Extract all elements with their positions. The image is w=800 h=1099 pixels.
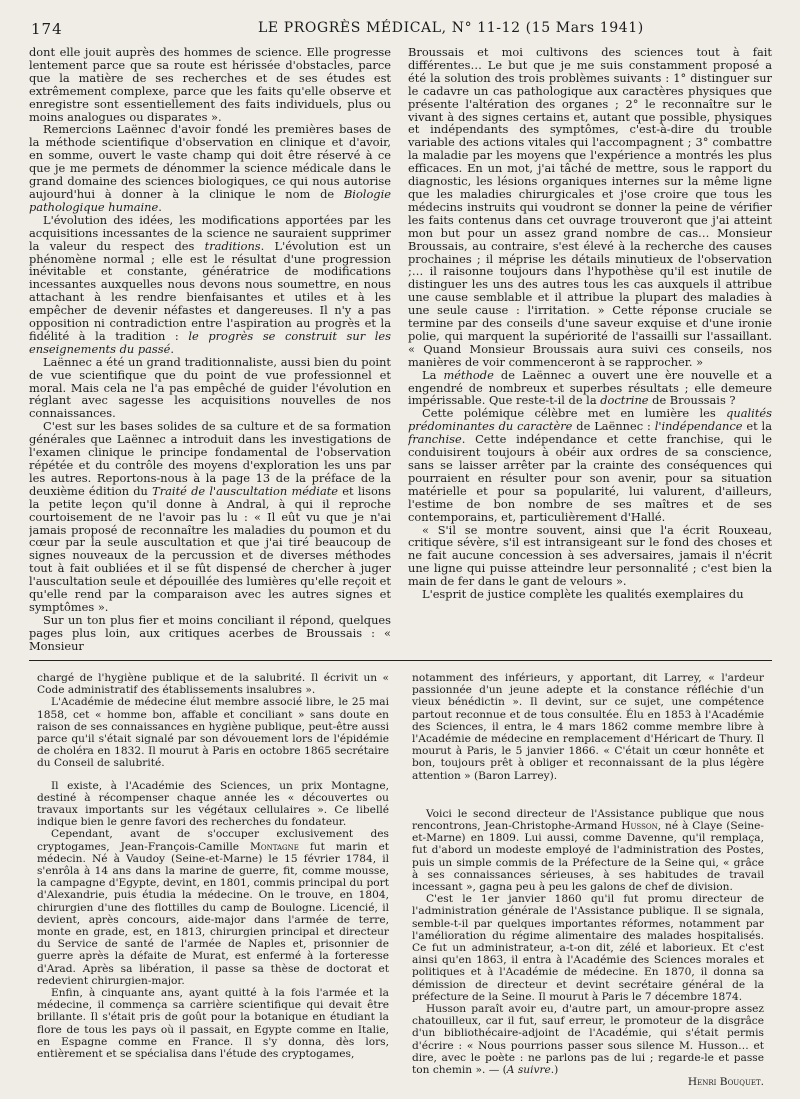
paragraph: Broussais et moi cultivons des sciences tout à fait différentes… Le but que je me suis constamment proposé a été la solution des trois problèmes suivants : 1° distinguer sur le cadavre un cas pathologique aux caractères physiques que présente l'altération des organes ; 2° le reconnaître sur le vivant à des signes certains et, autant que possible, physiques et indépendants des symptômes, c'est-à-dire du trouble variable des actions vitales qui l'accompagnent ; 3° combattre la maladie par les moyens que l'expérience a montrés les plus efficaces. En un mot, j'ai tâché de mettre, sous le rapport du diagnostic, les lésions organiques internes sur la même ligne que les maladies chirurgicales et j'ose croire que tous les médecins instruits qui voudront se donner la peine de vérifier les faits contenus dans cet ouvrage trouveront que j'ai atteint mon but pour un assez grand nombre de cas… Monsieur Broussais, au contraire, s'est élevé à la recherche des causes prochaines ; il méprise les détails minutieux de l'observation ;… il raisonne toujours dans l'hypothèse qu'il est inutile de distinguer les uns des autres tous les cas auxquels il attribue une cause semblable et il attribue la plupart des maladies à une seule cause : l'irritation. » Cette réponse cruciale se termine par des conseils d'une saveur exquise et d'une ironie polie, qui marquent la supériorité de l'assailli sur l'assaillant. « Quand Monsieur Broussais aura suivi ces conseils, nos manières de voir commenceront à se rapprocher. » — [408, 46, 772, 369]
paragraph: Cette polémique célèbre met en lumière les qualités prédominantes du caractère de Laënnec : l'indépendance et la franchise. Cette indépendance et cette franchise, qui le conduisirent toujours à obéir aux ordres de sa conscience, sans se laisser arrêter par la crainte des conséquences qui pourraient en résulter pour son avenir, pour sa situation matérielle et pour sa popularité, lui valurent, d'ailleurs, l'estime de bon nombre de ses maîtres et de ses contemporains, et, particulièrement d'Hallé. — [408, 406, 772, 524]
paragraph: chargé de l'hygiène publique et de la salubrité. Il écrivit un « Code administratif des établissements insalubres ». — [37, 672, 389, 697]
paragraph: Laënnec a été un grand traditionnaliste, aussi bien du point de vue scientifique que du point de vue professionnel et moral. Mais cela ne l'a pas empêché de guider l'évolution en réglant avec sagesse les acquisitions nouvelles de nos connaissances. — [29, 354, 391, 421]
paragraph: La méthode de Laënnec a ouvert une ère nouvelle et a engendré de nombreux et superbes résultats ; elle demeure impérissable. Que reste-t-il de la doctrine de Broussais ? — [408, 367, 772, 408]
paragraph: Il existe, à l'Académie des Sciences, un prix Montagne, destiné à récompenser chaque année les « découvertes ou travaux importants sur les végétaux cellulaires ». Ce libellé indique bien le genre favori des recherches du fondateur. — [37, 779, 389, 829]
section-divider — [29, 660, 772, 661]
paragraph: « S'il se montre souvent, ainsi que l'a écrit Rouxeau, critique sévère, s'il est intransigeant sur le fond des choses et ne fait aucune concession à ses adversaires, jamais il n'écrit une ligne qui puisse atteindre leur personnalité ; c'est bien la main de fer dans le gant de velours ». — [408, 522, 772, 589]
article-column-left — [29, 46, 391, 654]
paragraph: Enfin, à cinquante ans, ayant quitté à la fois l'armée et la médecine, il commença sa carrière scientifique qui devait être brillante. Il s'était pris de goût pour la botanique en étudiant la flore de tous les pays où il passait, en Egypte comme en Italie, en Espagne comme en France. Il s'y donna, dès lors, entièrement et se spécialisa dans l'étude des cryptogames, — [37, 987, 389, 1061]
paragraph: Cependant, avant de s'occuper exclusivement des cryptogames, Jean-François-Camille Montagne fut marin et médecin. Né à Vaudoy (Seine-et-Marne) le 15 février 1784, il s'enrôla à 14 ans dans la marine de guerre, fit, comme mousse, la campagne d'Egypte, devint, en 1801, commis principal du port d'Alexandrie, puis étudia la médecine. On le trouve, en 1804, chirurgien d'une des flottilles du camp de Boulogne. Licencié, il devient, après concours, aide-major dans l'armée de terre, monte en grade, est, en 1813, chirurgien principal et directeur du Service de santé de l'armée de Naples et, prisonnier de guerre après la défaite de Murat, est enfermé à la forteresse d'Arad. Après sa libération, il passe sa thèse de doctorat et redevient chirurgien-major. — [37, 828, 389, 987]
paragraph: Sur un ton plus fier et moins conciliant il répond, quelques pages plus loin, aux critiques acerbes de Broussais : « Monsieur — [29, 612, 391, 653]
spacer — [412, 782, 764, 808]
paragraph: Remercions Laënnec d'avoir fondé les premières bases de la méthode scientifique d'observation en clinique et d'avoir, en somme, ouvert le vaste champ qui doit être réservé à ce que je me permets de dénommer la science médicale dans le grand domaine des sciences biologiques, ce qui nous autorise aujourd'hui à donner à la clinique le nom de Biologie pathologique humaine. — [29, 122, 391, 214]
paragraph: L'esprit de justice complète les qualités exemplaires du — [422, 587, 744, 602]
paragraph: Husson paraît avoir eu, d'autre part, un amour-propre assez chatouilleux, car il fut, sauf erreur, le promoteur de la disgrâce d'un bibliothécaire-adjoint de l'Académie, qui s'était permis d'écrire : « Nous pourrions passer sous silence M. Husson… et dire, avec le poète : ne parlons pas de lui ; regarde-le et passe ton chemin ». — (A suivre.) Henri Bouquet. — [412, 1003, 764, 1089]
feuilleton-column-right — [412, 672, 764, 1098]
article-column-right — [408, 46, 772, 654]
page-number: 174 — [31, 20, 63, 38]
paragraph: Voici le second directeur de l'Assistance publique que nous rencontrons, Jean-Christophe-Armand Husson, né à Claye (Seine-et-Marne) en 1809. Lui aussi, comme Davenne, qu'il remplaça, fut d'abord un modeste employé de l'administration des Postes, puis un simple commis de la Préfecture de la Seine qui, « grâce à ses connaissances sérieuses, à ses habitudes de travail incessant », gagna peu à peu les galons de chef de division. — [412, 807, 764, 894]
paragraph: C'est le 1er janvier 1860 qu'il fut promu directeur de l'administration générale de l'Assistance publique. Il se signala, semble-t-il par quelques importantes réformes, notamment par l'amélioration du régime alimentaire des malades hospitalisés. Ce fut un administrateur, a-t-on dit, zélé et laborieux. Et c'est ainsi qu'en 1863, il entra à l'Académie des Sciences morales et politiques et à l'Académie de médecine. En 1870, il donna sa démission de directeur et devint secrétaire général de la préfecture de la Seine. Il mourut à Paris le 7 décembre 1874. — [412, 893, 764, 1003]
paragraph: C'est sur les bases solides de sa culture et de sa formation générales que Laënnec a introduit dans les investigations de l'examen clinique le principe fondamental de l'observation répétée et du contrôle des moyens d'exploration les uns par les autres. Reportons-nous à la page 13 de la préface de la deuxième édition du Traité de l'auscultation médiate et lisons la petite leçon qu'il donne à Andral, à qui il reproche courtoisement de ne l'avoir pas lu : « Il eût vu que je n'ai jamais proposé de reconnaître les maladies du poumon et du cœur par la seule auscultation et que j'ai tiré beaucoup de signes nouveaux de la percussion et de diverses méthodes tout à fait oubliées et il se fût dispensé de chercher à juger l'auscultation seule et dépouillée des lumières qu'elle reçoit et qu'elle rend par la comparaison avec les autres signes et symptômes ». — [29, 419, 391, 614]
paragraph: dont elle jouit auprès des hommes de science. Elle progresse lentement parce que sa route est hérissée d'obstacles, parce que la matière de ses recherches et de ses études est extrêmement complexe, parce que les faits qu'elle observe et enregistre sont essentiellement des faits individuels, plus ou moins analogues ou disparates ». — [29, 46, 391, 124]
running-title: LE PROGRÈS MÉDICAL, N° 11-12 (15 Mars 1941) — [258, 20, 644, 36]
paragraph: L'Académie de médecine élut membre associé libre, le 25 mai 1858, cet « homme bon, affable et conciliant » sans doute en raison de ses connaissances en hygiène publique, peut-être aussi parce qu'il s'était signalé par son dévouement lors de l'épidémie de choléra en 1832. Il mourut à Paris en octobre 1865 secrétaire du Conseil de salubrité. — [37, 696, 389, 770]
page-header — [0, 0, 800, 44]
spacer — [37, 770, 389, 780]
paragraph: notamment des inférieurs, y apportant, dit Larrey, « l'ardeur passionnée d'un jeune adepte et la constance réfléchie d'un vieux bénédictin ». Il devint, sur ce sujet, une compétence partout reconnue et de tous consultée. Élu en 1853 à l'Académie des Sciences, il entra, le 4 mars 1862 comme membre libre à l'Académie de médecine en remplacement d'Héricart de Thury. Il mourut à Paris, le 5 janvier 1866. « C'était un cœur honnête et bon, toujours prêt à obliger et reconnaissant de la plus légère attention » (Baron Larrey). — [412, 672, 764, 782]
author-signature: Henri Bouquet. — [687, 1076, 764, 1089]
paragraph: L'évolution des idées, les modifications apportées par les acquisitions incessantes de la science ne sauraient supprimer la valeur du respect des traditions. L'évolution est un phénomène normal ; elle est le résultat d'une progression inévitable et constante, génératrice de modifications incessantes auxquelles nous devons nous soumettre, en nous attachant à les rendre bienfaisantes et utiles et à les empêcher de devenir néfastes et dangereuses. Il n'y a pas opposition ni contradiction entre l'aspiration au progrès et la fidélité à la tradition : le progrès se construit sur les enseignements du passé. — [29, 212, 391, 356]
feuilleton-column-left — [37, 672, 389, 1098]
